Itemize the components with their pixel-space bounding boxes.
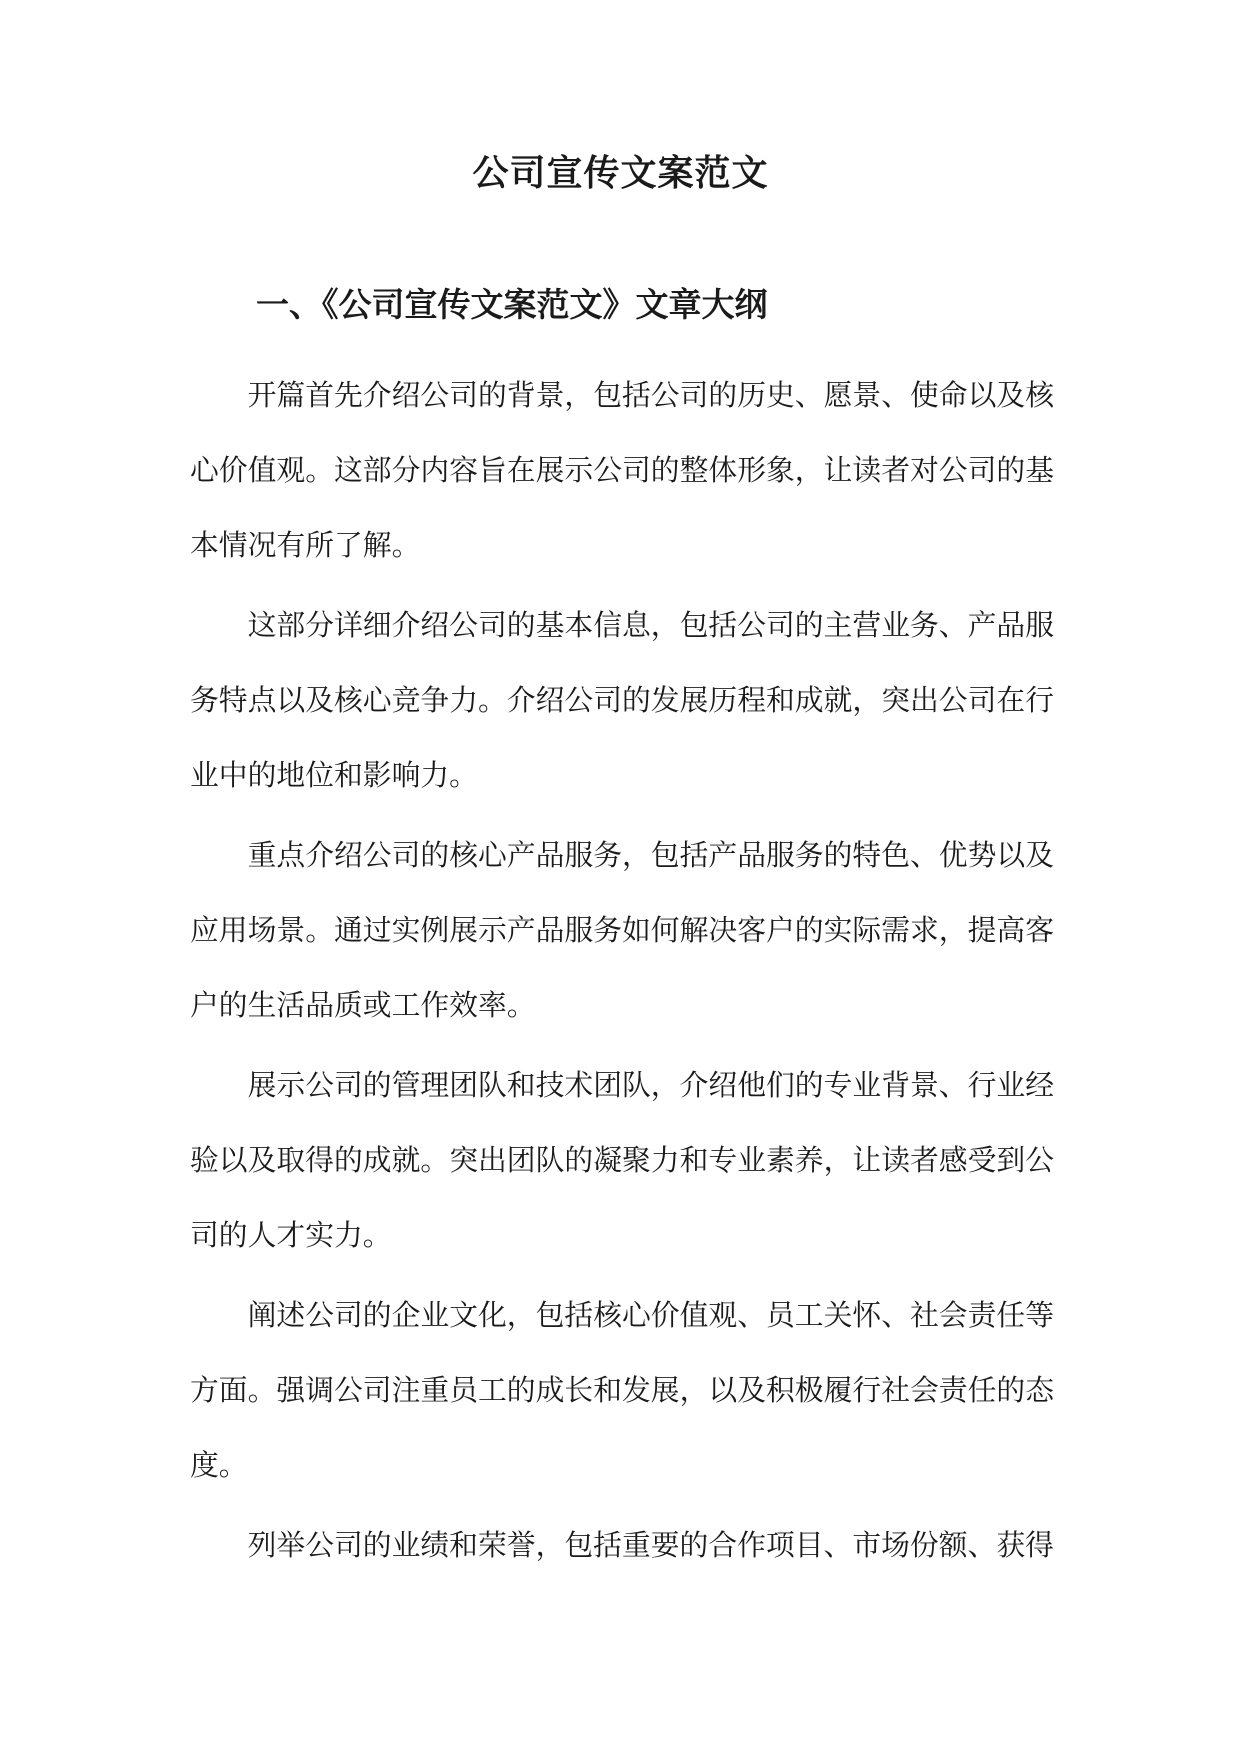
document-body [190,358,1054,1588]
paragraph-achievements: 列举公司的业绩和荣誉，包括重要的合作项目、市场份额、获得 [247,1528,1054,1562]
paragraph-core-products: 重点介绍公司的核心产品服务，包括产品服务的特色、优势以及应用场景。通过实例展示产品服务如何解决客户的实际需求，提高客户的生活品质或工作效率。 [190,838,1054,1022]
paragraph-culture: 阐述公司的企业文化，包括核心价值观、员工关怀、社会责任等方面。强调公司注重员工的成长和发展，以及积极履行社会责任的态度。 [190,1298,1054,1482]
paragraph-basic-info: 这部分详细介绍公司的基本信息，包括公司的主营业务、产品服务特点以及核心竞争力。介绍公司的发展历程和成就，突出公司在行业中的地位和影响力。 [190,608,1054,792]
paragraph-team: 展示公司的管理团队和技术团队，介绍他们的专业背景、行业经验以及取得的成就。突出团队的凝聚力和专业素养，让读者感受到公司的人才实力。 [190,1068,1054,1252]
document-title: 公司宣传文案范文 [472,152,769,194]
paragraph-background: 开篇首先介绍公司的背景，包括公司的历史、愿景、使命以及核心价值观。这部分内容旨在展示公司的整体形象，让读者对公司的基本情况有所了解。 [190,378,1054,562]
section-heading: 一、《公司宣传文案范文》文章大纲 [256,285,768,324]
